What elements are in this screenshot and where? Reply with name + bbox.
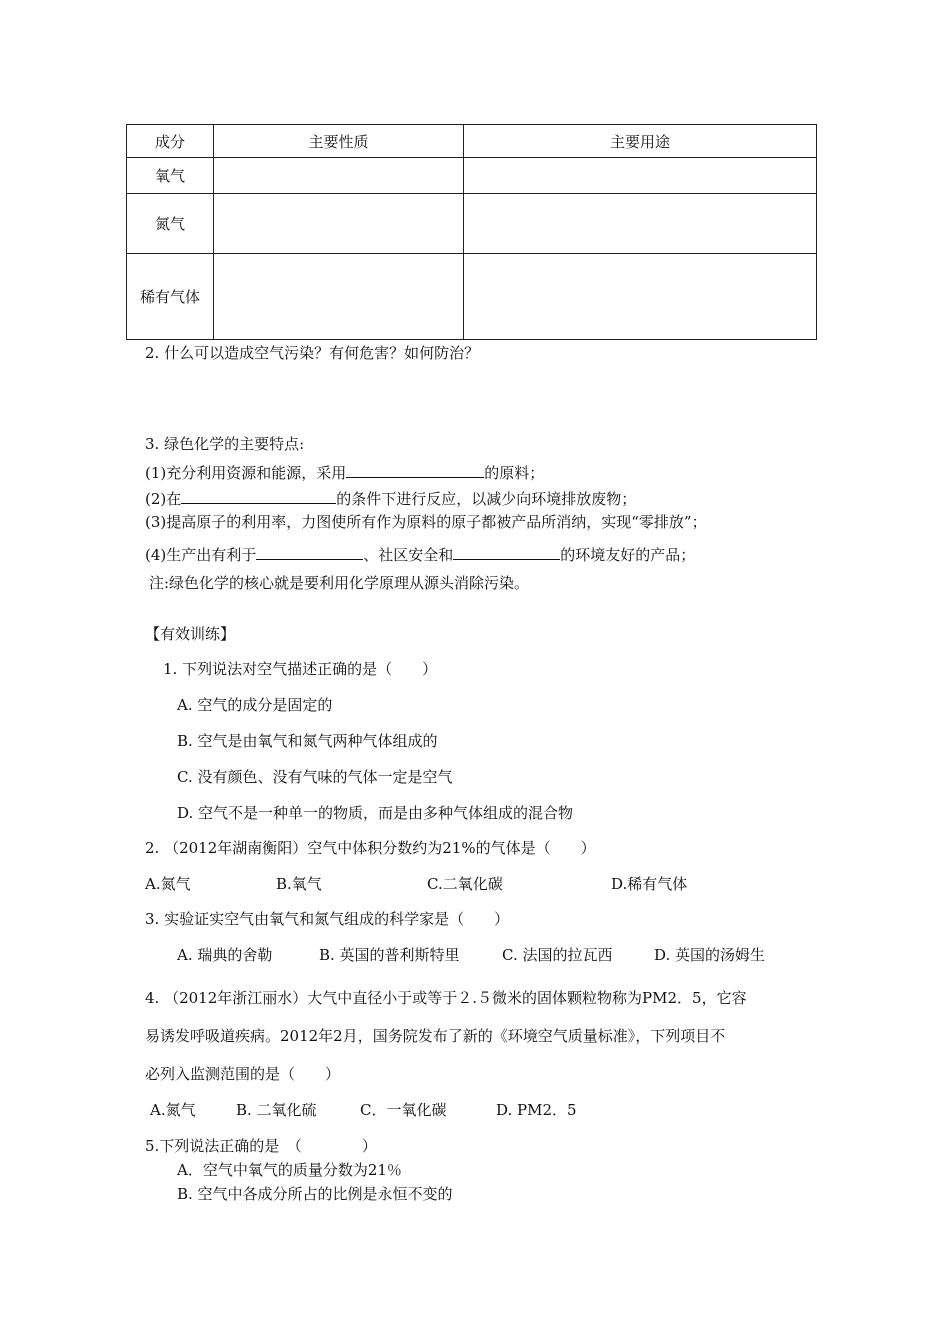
exercise-4-line-1: 4. （2012年浙江丽水）大气中直径小于或等于２.５微米的固体颗粒物称为PM2．5，它容 xyxy=(145,989,747,1007)
exercise-4-line-3: 必列入监测范围的是（ ） xyxy=(145,1065,341,1083)
q3-l2-text: (2)在 xyxy=(145,490,182,508)
question-2: 2. 什么可以造成空气污染？有何危害？如何防治？ xyxy=(145,344,480,362)
fill-blank-2[interactable] xyxy=(181,489,336,504)
exercise-4-line-2: 易诱发呼吸道疾病。2012年2月，国务院发布了新的《环境空气质量标准》，下列项目不 xyxy=(145,1027,726,1045)
question-3-line-4 xyxy=(145,545,695,563)
nitrogen-properties-cell xyxy=(214,194,464,254)
exercise-2-option-d: D.稀有气体 xyxy=(611,875,688,893)
exercise-2-option-a: A.氮气 xyxy=(145,875,191,893)
question-3-line-1 xyxy=(145,463,544,481)
fill-blank-4[interactable] xyxy=(453,545,560,560)
exercise-2-option-b: B.氧气 xyxy=(276,875,322,893)
noble-gases-uses-cell xyxy=(464,254,817,340)
exercise-5-option-b: B. 空气中各成分所占的比例是永恒不变的 xyxy=(177,1185,453,1203)
exercise-4-option-c: C．一氧化碳 xyxy=(360,1101,447,1119)
q3-l4-mid: 、社区安全和 xyxy=(363,546,454,564)
q3-l4-text: (4)生产出有利于 xyxy=(145,546,257,564)
exercise-1-option-a: A. 空气的成分是固定的 xyxy=(177,696,333,714)
question-3-note: 注:绿色化学的核心就是要利用化学原理从源头消除污染。 xyxy=(149,574,530,592)
exercise-1-stem: 1. 下列说法对空气描述正确的是（ ） xyxy=(163,660,438,678)
exercise-4-option-a: A.氮气 xyxy=(150,1101,196,1119)
question-3-line-2 xyxy=(145,489,636,507)
row-label-noble-gases: 稀有气体 xyxy=(127,254,214,340)
exercise-3-option-b: B. 英国的普利斯特里 xyxy=(319,946,460,964)
noble-gases-properties-cell xyxy=(214,254,464,340)
exercise-1-option-c: C. 没有颜色、没有气味的气体一定是空气 xyxy=(177,768,453,786)
exercise-3-option-a: A. 瑞典的舍勒 xyxy=(177,946,273,964)
oxygen-properties-cell xyxy=(214,158,464,194)
question-3-line-3: (3)提高原子的利用率，力图使所有作为原料的原子都被产品所消纳，实现“零排放”； xyxy=(145,513,707,531)
q3-l1-text: (1)充分利用资源和能源，采用 xyxy=(145,464,347,482)
table-row xyxy=(127,254,817,340)
header-properties: 主要性质 xyxy=(214,125,464,158)
section-heading: 【有效训练】 xyxy=(145,625,236,643)
exercise-2-option-c: C.二氧化碳 xyxy=(427,875,503,893)
exercise-5-option-a: A．空气中氧气的质量分数为21％ xyxy=(177,1161,402,1179)
row-label-oxygen: 氧气 xyxy=(127,158,214,194)
exercise-1-option-d: D. 空气不是一种单一的物质，而是由多种气体组成的混合物 xyxy=(177,804,574,822)
q3-l4-tail: 的环境友好的产品； xyxy=(560,546,696,564)
question-3-title: 3. 绿色化学的主要特点: xyxy=(145,435,305,453)
exercise-4-option-d: D. PM2．5 xyxy=(496,1101,577,1119)
table-row xyxy=(127,194,817,254)
q3-l1-tail: 的原料； xyxy=(484,464,545,482)
exercise-2-stem: 2. （2012年湖南衡阳）空气中体积分数约为21%的气体是（ ） xyxy=(145,839,596,857)
header-component: 成分 xyxy=(127,125,214,158)
row-label-nitrogen: 氮气 xyxy=(127,194,214,254)
q3-l2-tail: 的条件下进行反应，以减少向环境排放废物； xyxy=(336,490,637,508)
oxygen-uses-cell xyxy=(464,158,817,194)
exercise-4-option-b: B. 二氧化硫 xyxy=(236,1101,317,1119)
nitrogen-uses-cell xyxy=(464,194,817,254)
header-uses: 主要用途 xyxy=(464,125,817,158)
exercise-3-option-c: C. 法国的拉瓦西 xyxy=(502,946,613,964)
fill-blank-1[interactable] xyxy=(346,463,484,478)
exercise-1-option-b: B. 空气是由氧气和氮气两种气体组成的 xyxy=(177,732,438,750)
fill-blank-3[interactable] xyxy=(256,545,363,560)
exercise-5-stem: 5.下列说法正确的是 （ ） xyxy=(145,1137,377,1155)
table-row xyxy=(127,158,817,194)
exercise-3-stem: 3. 实验证实空气由氧气和氮气组成的科学家是（ ） xyxy=(145,910,510,928)
table-header-row xyxy=(127,125,817,158)
gas-properties-table xyxy=(126,124,817,340)
exercise-3-option-d: D. 英国的汤姆生 xyxy=(654,946,766,964)
